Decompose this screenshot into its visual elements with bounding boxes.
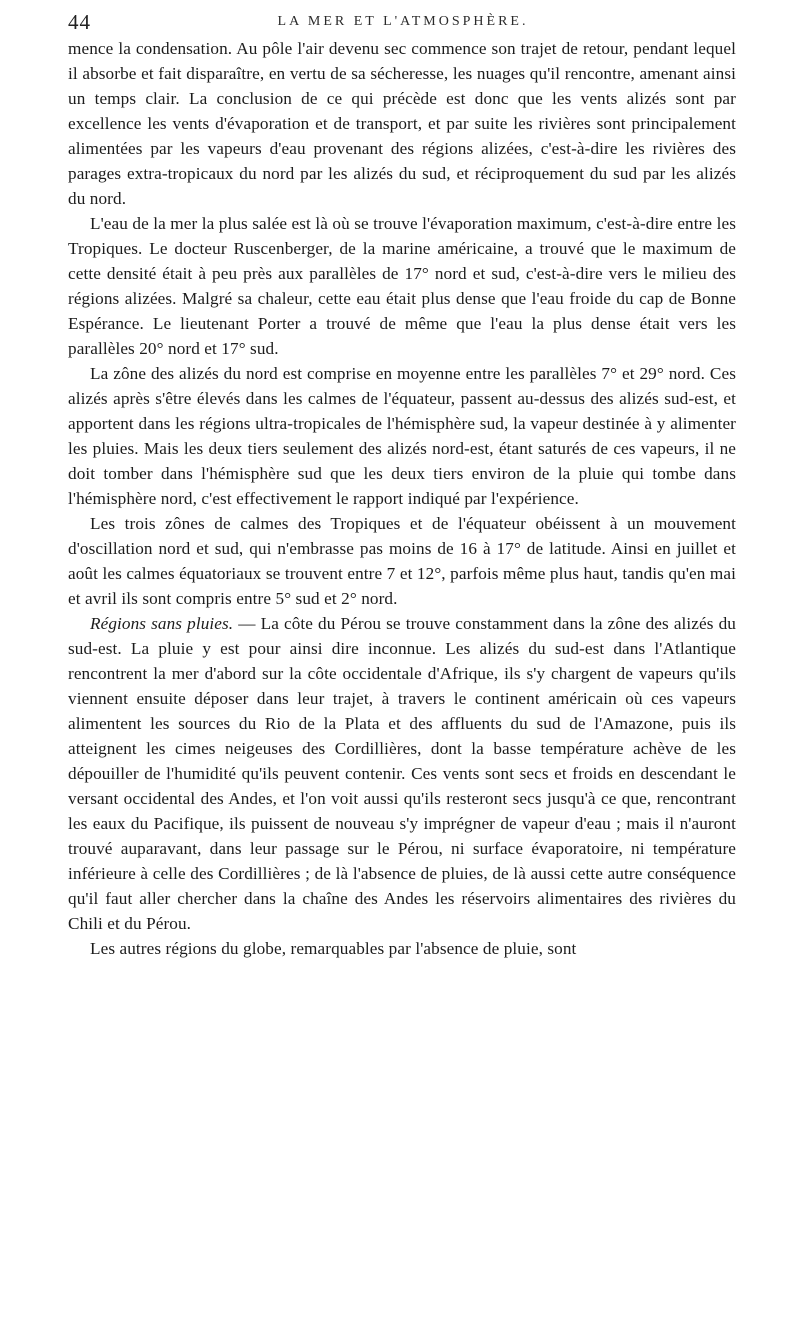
section-title: Régions sans pluies. — [90, 614, 234, 633]
paragraph-with-section-title — [68, 611, 736, 936]
paragraph: L'eau de la mer la plus salée est là où se trouve l'évaporation maximum, c'est-à-dire entre les Tropiques. Le docteur Ruscenberger, de la marine américaine, a trouvé que le maximum de cette densité était à peu près aux parallèles de 17° nord et sud, c'est-à-dire vers le milieu des régions alizées. Malgré sa chaleur, cette eau était plus dense que l'eau froide du cap de Bonne Espérance. Le lieutenant Porter a trouvé de même que l'eau la plus dense était vers les parallèles 20° nord et 17° sud. — [68, 214, 736, 358]
paragraph-text: — La côte du Pérou se trouve constamment dans la zône des alizés du sud-est. La pluie y est pour ainsi dire inconnue. Les alizés du sud-est dans l'Atlantique rencontrent la mer d'abord sur la côte occidentale d'Afrique, ils s'y chargent de vapeurs qu'ils viennent ensuite déposer dans leur trajet, à travers le continent américain où ces vapeurs alimentent les sources du Rio de la Plata et des affluents du sud de l'Amazone, puis ils atteignent les cimes neigeuses des Cordillières, dont la basse température achève de les dépouiller de l'humidité qu'ils peuvent contenir. Ces vents sont secs et froids en descendant le versant occidental des Andes, et l'on voit aussi qu'ils resteront secs jusqu'à ce que, rencontrant les eaux du Pacifique, ils puissent de nouveau s'y imprégner de vapeur d'eau ; mais il n'auront trouvé auparavant, dans leur passage sur le Pérou, ni surface évaporatoire, ni température inférieure à celle des Cordillières ; de là l'absence de pluies, de là aussi cette autre conséquence qu'il faut aller chercher dans la chaîne des Andes les réservoirs alimentaires des rivières du Chili et du Pérou. — [68, 614, 736, 933]
page-number: 44 — [68, 10, 91, 34]
paragraph: Les trois zônes de calmes des Tropiques et de l'équateur obéissent à un mouvement d'oscillation nord et sud, qui n'embrasse pas moins de 16 à 17° de latitude. Ainsi en juillet et août les calmes équatoriaux se trouvent entre 7 et 12°, parfois même plus haut, tandis qu'en mai et avril ils sont compris entre 5° sud et 2° nord. — [68, 514, 736, 608]
paragraph: Les autres régions du globe, remarquables par l'absence de pluie, sont — [90, 939, 577, 958]
page-header — [68, 10, 738, 38]
paragraph: mence la condensation. Au pôle l'air devenu sec commence son trajet de retour, pendant lequel il absorbe et fait disparaître, en vertu de sa sécheresse, les nuages qu'il rencontre, amenant ainsi un temps clair. La conclusion de ce qui précède est donc que les vents alizés sont par excellence les vents d'évaporation et de transport, et par suite les rivières sont principalement alimentées par les vapeurs d'eau provenant des régions alizées, c'est-à-dire les rivières des parages extra-tropicaux du nord par les alizés du sud, et réciproquement du sud par les alizés du nord. — [68, 39, 736, 208]
body-text — [68, 36, 736, 961]
paragraph: La zône des alizés du nord est comprise en moyenne entre les parallèles 7° et 29° nord. Ces alizés après s'être élevés dans les calmes de l'équateur, passent au-dessus des alizés sud-est, et apportent dans les régions ultra-tropicales de l'hémisphère sud, la vapeur destinée à y alimenter les pluies. Mais les deux tiers seulement des alizés nord-est, étant saturés de ces vapeurs, il ne doit tomber dans l'hémisphère sud que les deux tiers environ de la pluie qui tombe dans l'hémisphère nord, c'est effectivement le rapport indiqué par l'expérience. — [68, 364, 736, 508]
running-head: LA MER ET L'ATMOSPHÈRE. — [277, 14, 529, 29]
